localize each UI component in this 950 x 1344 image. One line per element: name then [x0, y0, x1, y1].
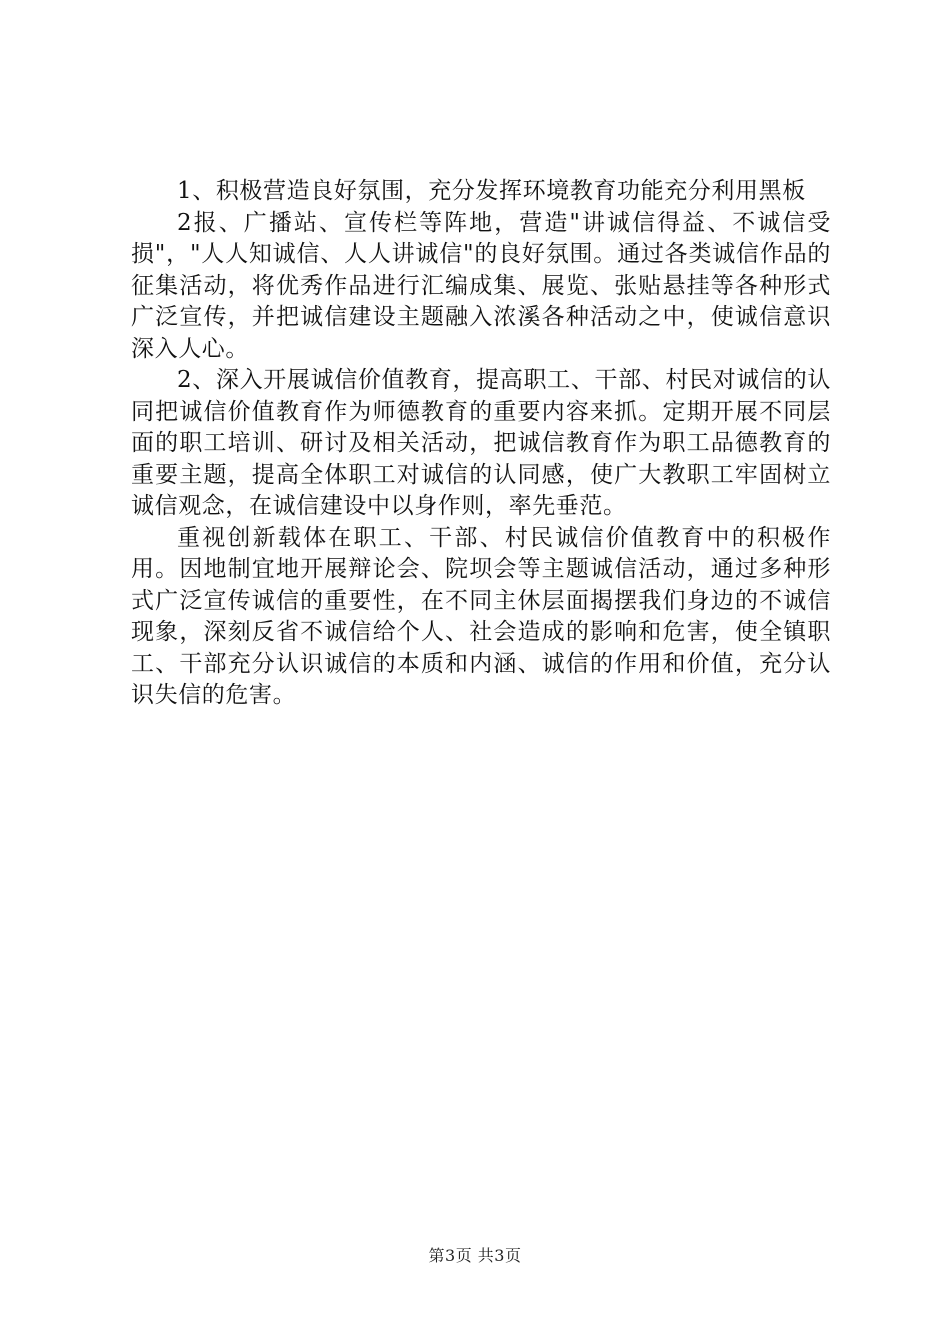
paragraph-1: 1、积极营造良好氛围，充分发挥环境教育功能充分利用黑板	[177, 178, 806, 204]
paragraph-2: 2报、广播站、宣传栏等阵地，营造"讲诚信得益、不诚信受损"，"人人知诚信、人人讲诚信"的良好氛围。通过各类诚信作品的征集活动，将优秀作品进行汇编成集、展览、张贴悬挂等各种形式广泛宣传，并把诚信建设主题融入浓溪各种活动之中，使诚信意识深入人心。	[131, 209, 831, 362]
document-body	[131, 176, 831, 712]
paragraph-4: 重视创新载体在职工、干部、村民诚信价值教育中的积极作用。因地制宜地开展辩论会、院坝会等主题诚信活动，通过多种形式广泛宣传诚信的重要性，在不同主休层面揭摆我们身边的不诚信现象，深刻反省不诚信给个人、社会造成的影响和危害，使全镇职工、干部充分认识诚信的本质和内涵、诚信的作用和价值，充分认识失信的危害。	[131, 524, 831, 708]
page-number-footer: 第3页 共3页	[428, 1246, 522, 1265]
paragraph-3: 2、深入开展诚信价值教育，提高职工、干部、村民对诚信的认同把诚信价值教育作为师德教育的重要内容来抓。定期开展不同层面的职工培训、研讨及相关活动，把诚信教育作为职工品德教育的重要主题，提高全体职工对诚信的认同感，使广大教职工牢固树立诚信观念，在诚信建设中以身作则，率先垂范。	[131, 367, 831, 519]
